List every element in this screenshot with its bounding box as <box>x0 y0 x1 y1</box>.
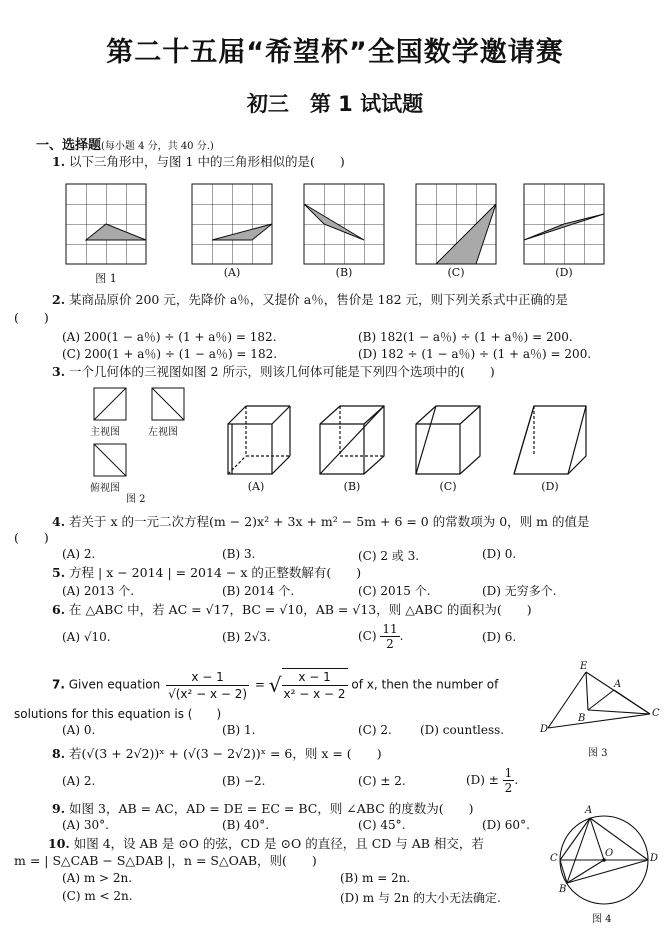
option-b: (B) 182(1 − a％) ÷ (1 + a％) = 200. <box>358 330 573 344</box>
question-number: 10. <box>48 836 70 851</box>
option-b: (B) m = 2n. <box>340 871 411 885</box>
point-a-label: A <box>614 679 622 690</box>
option-c: (C) ± 2. <box>358 774 406 788</box>
option-b: (B) 2014 个. <box>222 584 295 598</box>
question-text: 一个几何体的三视图如图 2 所示，则该几何体可能是下列四个选项中的( ) <box>69 364 495 379</box>
option-c-tail: . <box>399 629 404 643</box>
option-c: (C) 2 或 3. <box>358 549 420 563</box>
option-a-caption: (A) <box>223 266 241 279</box>
option-c: (C) 2015 个. <box>358 584 431 598</box>
option-a-caption: (A) <box>247 480 265 493</box>
question-number: 2. <box>52 292 66 307</box>
question-number: 8. <box>52 746 66 761</box>
question-text: 若关于 x 的一元二次方程(m − 2)x² + 3x + m² − 5m + 6 = 0 的常数项为 0，则 m 的值是 <box>69 514 590 529</box>
question-text: 如图 3，AB = AC，AD = DE = EC = BC，则 ∠ABC 的度数为( ) <box>69 801 474 816</box>
option-d: (D) m 与 2n 的大小无法确定. <box>340 891 501 905</box>
option-c: (C) m < 2n. <box>62 889 133 903</box>
fraction-numerator: x − 1 <box>282 669 348 686</box>
section-label: 一、选择题 <box>36 138 102 153</box>
fraction-numerator: 11 <box>382 622 398 636</box>
fraction-denominator: √(x² − x − 2) <box>168 686 248 701</box>
question-text: 若(√(3 + 2√2))ˣ + (√(3 − 2√2))ˣ = 6，则 x = ( ) <box>69 746 382 761</box>
question-text: 方程 | x − 2014 | = 2014 − x 的正整数解有( ) <box>69 565 362 580</box>
fraction-numerator: 1 <box>504 766 513 780</box>
option-c: (C) 2. <box>358 723 392 737</box>
question-10-text-b: m = | S△CAB − S△DAB |，n = S△OAB，则( ) <box>14 853 317 868</box>
option-a: (A) 0. <box>62 723 96 737</box>
point-c-label: C <box>652 708 660 719</box>
option-c: (C) 45°. <box>358 818 406 832</box>
option-d: (D) 6. <box>482 630 517 644</box>
option-c-label: (C) <box>358 629 381 643</box>
question-number: 9. <box>52 801 66 816</box>
point-c-label: C <box>550 853 558 864</box>
point-b-label: B <box>559 884 567 895</box>
question-number: 3. <box>52 364 66 379</box>
option-a: (A) 200(1 − a％) ÷ (1 + a％) = 182. <box>62 330 277 344</box>
point-a-label: A <box>585 805 593 816</box>
option-d: (D) countless. <box>420 723 505 737</box>
option-d-caption: (D) <box>541 480 559 493</box>
option-a: (A) √10. <box>62 630 111 644</box>
question-paren: ( ) <box>14 310 49 325</box>
question-7-text-c: solutions for this equation is ( ) <box>14 707 222 721</box>
question-text-a: 如图 4，设 AB 是 ⊙O 的弦，CD 是 ⊙O 的直径，且 CD 与 AB 相交，若 <box>73 836 484 851</box>
option-a: (A) 2. <box>62 774 96 788</box>
point-d-label: D <box>650 853 659 864</box>
question-number: 6. <box>52 602 66 617</box>
figure-3-caption: 图 3 <box>588 748 608 759</box>
option-b-caption: (B) <box>335 266 353 279</box>
question-text-b: of x, then the number of <box>351 677 499 692</box>
figure-1-caption: 图 1 <box>95 272 117 285</box>
left-view-label: 左视图 <box>148 427 178 438</box>
page-subtitle: 初三 第 1 试试题 <box>246 92 424 116</box>
fraction-denominator: 2 <box>504 781 513 795</box>
figure-4-caption: 图 4 <box>592 914 612 925</box>
option-d-label: (D) ± <box>466 773 503 787</box>
option-b: (B) 2√3. <box>222 630 271 644</box>
option-d-caption: (D) <box>555 266 573 279</box>
question-number: 1. <box>52 154 66 169</box>
figure-2-caption: 图 2 <box>126 494 146 505</box>
option-d-tail: . <box>514 773 519 787</box>
fraction-denominator: 2 <box>386 637 394 651</box>
point-d-label: D <box>540 724 549 735</box>
option-b: (B) 40°. <box>222 818 270 832</box>
option-d: (D) 0. <box>482 547 517 561</box>
point-o-label: O <box>605 848 614 859</box>
section-note: (每小题 4 分，共 40 分.) <box>101 141 214 152</box>
question-text-a: Given equation <box>68 677 161 692</box>
fraction-numerator: x − 1 <box>166 669 249 686</box>
question-number: 5. <box>52 565 66 580</box>
option-a: (A) m > 2n. <box>62 871 133 885</box>
option-c-caption: (C) <box>439 480 457 493</box>
question-text: 在 △ABC 中，若 AC = √17，BC = √10，AB = √13，则 △ABC 的面积为( ) <box>69 602 532 617</box>
option-b: (B) 3. <box>222 547 256 561</box>
option-b-caption: (B) <box>343 480 361 493</box>
fraction-denominator: x² − x − 2 <box>283 687 346 701</box>
question-text: 以下三角形中，与图 1 中的三角形相似的是( ) <box>69 154 345 169</box>
question-number: 7. <box>52 677 65 692</box>
top-view-label: 俯视图 <box>90 483 120 494</box>
page-title: 第二十五届“希望杯”全国数学邀请赛 <box>106 37 564 68</box>
front-view-label: 主视图 <box>90 427 120 438</box>
point-e-label: E <box>580 661 588 672</box>
question-number: 4. <box>52 514 66 529</box>
option-a: (A) 2. <box>62 547 96 561</box>
option-d: (D) 182 ÷ (1 − a％) ÷ (1 + a％) = 200. <box>358 347 592 361</box>
question-paren: ( ) <box>14 530 49 545</box>
question-text: 某商品原价 200 元，先降价 a％，又提价 a％，售价是 182 元，则下列关系式中正确的是 <box>69 292 569 307</box>
sqrt-sign: √ <box>268 673 282 697</box>
option-d: (D) 无穷多个. <box>482 584 557 598</box>
option-b: (B) 1. <box>222 723 256 737</box>
option-a: (A) 30°. <box>62 818 109 832</box>
option-c: (C) 200(1 + a％) ÷ (1 − a％) = 182. <box>62 347 278 361</box>
point-b-label: B <box>578 713 586 724</box>
question-7: 7. Given equation $\frac{x - 1}{\text{√(x² − x − 2)}}$ = √ $\frac{x - 1}{\text{x² − x − 2}}$ of x, then the number of <box>52 669 499 701</box>
option-b: (B) −2. <box>222 774 266 788</box>
option-c-caption: (C) <box>447 266 465 279</box>
option-d: (D) 60°. <box>482 818 530 832</box>
option-a: (A) 2013 个. <box>62 584 135 598</box>
